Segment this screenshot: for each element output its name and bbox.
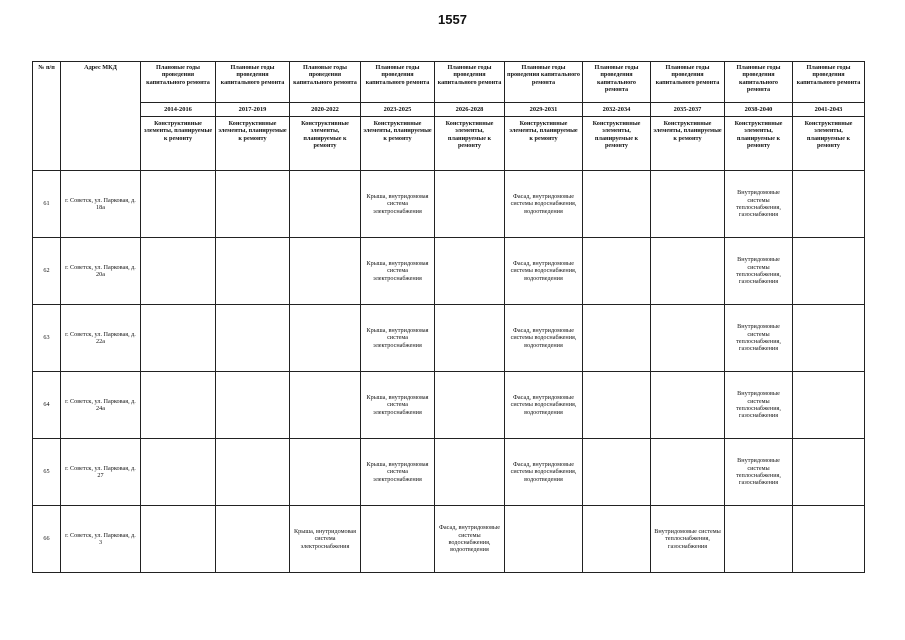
period-elements-header: Конструктивные элементы, планируемые к ремонту <box>361 117 435 171</box>
period-elements-header: Конструктивные элементы, планируемые к ремонту <box>651 117 725 171</box>
repair-elements-cell: Крыша, внутридомовая система электроснабжения <box>361 439 435 506</box>
building-address: г. Советск, ул. Парковая, д. 22а <box>61 305 141 372</box>
table-row <box>33 439 865 506</box>
period-years-header: 2029-2031 <box>505 103 583 117</box>
repair-elements-cell <box>793 372 865 439</box>
period-years-header: 2014-2016 <box>141 103 216 117</box>
row-number: 63 <box>33 305 61 372</box>
repair-elements-cell <box>793 305 865 372</box>
period-years-header: 2038-2040 <box>725 103 793 117</box>
repair-elements-cell <box>651 439 725 506</box>
repair-elements-cell: Фасад, внутридомовые системы водоснабжения, водоотведения <box>505 439 583 506</box>
period-title-header: Плановые годы проведения капитального ремонта <box>583 62 651 103</box>
repair-elements-cell <box>651 372 725 439</box>
period-title-header: Плановые годы проведения капитального ремонта <box>505 62 583 103</box>
period-elements-header: Конструктивные элементы, планируемые к ремонту <box>141 117 216 171</box>
period-title-header: Плановые годы проведения капитального ремонта <box>651 62 725 103</box>
repair-elements-cell <box>651 171 725 238</box>
building-address: г. Советск, ул. Парковая, д. 18а <box>61 171 141 238</box>
building-address: г. Советск, ул. Парковая, д. 24а <box>61 372 141 439</box>
repair-elements-cell <box>651 305 725 372</box>
repair-elements-cell <box>793 506 865 573</box>
repair-elements-cell <box>290 372 361 439</box>
table-row <box>33 305 865 372</box>
repair-elements-cell: Внутридомовые системы теплоснабжения, газоснабжения <box>725 372 793 439</box>
repair-elements-cell: Внутридомовые системы теплоснабжения, газоснабжения <box>725 238 793 305</box>
repair-elements-cell <box>141 506 216 573</box>
repair-elements-cell <box>793 439 865 506</box>
period-title-header: Плановые годы проведения капитального ремонта <box>216 62 290 103</box>
repair-elements-cell <box>435 439 505 506</box>
repair-elements-cell: Фасад, внутридомовые системы водоснабжения, водоотведения <box>435 506 505 573</box>
repair-elements-cell <box>216 305 290 372</box>
repair-elements-cell: Крыша, внутридомовая система электроснабжения <box>361 171 435 238</box>
period-title-header: Плановые годы проведения капитального ремонта <box>141 62 216 103</box>
period-title-header: Плановые годы проведения капитального ремонта <box>290 62 361 103</box>
repair-elements-cell <box>793 171 865 238</box>
repair-elements-cell: Внутридомовые системы теплоснабжения, газоснабжения <box>725 171 793 238</box>
period-years-header: 2026-2028 <box>435 103 505 117</box>
table-row <box>33 506 865 573</box>
period-elements-header: Конструктивные элементы, планируемые к ремонту <box>435 117 505 171</box>
period-title-header: Плановые годы проведения капитального ремонта <box>435 62 505 103</box>
table-row <box>33 171 865 238</box>
period-years-header: 2035-2037 <box>651 103 725 117</box>
table-row <box>33 238 865 305</box>
row-number: 62 <box>33 238 61 305</box>
column-header-address: Адрес МКД <box>61 62 141 171</box>
capital-repair-plan-table <box>32 61 865 573</box>
repair-elements-cell <box>216 238 290 305</box>
repair-elements-cell <box>290 171 361 238</box>
row-number: 64 <box>33 372 61 439</box>
building-address: г. Советск, ул. Парковая, д. 27 <box>61 439 141 506</box>
repair-elements-cell <box>141 305 216 372</box>
repair-elements-cell: Крыша, внутридомовая система электроснабжения <box>290 506 361 573</box>
repair-elements-cell <box>290 238 361 305</box>
repair-elements-cell <box>216 372 290 439</box>
repair-elements-cell <box>583 305 651 372</box>
repair-elements-cell: Фасад, внутридомовые системы водоснабжения, водоотведения <box>505 305 583 372</box>
repair-elements-cell <box>651 238 725 305</box>
period-elements-header: Конструктивные элементы, планируемые к ремонту <box>725 117 793 171</box>
repair-elements-cell <box>583 171 651 238</box>
repair-elements-cell <box>216 506 290 573</box>
period-title-header: Плановые годы проведения капитального ремонта <box>361 62 435 103</box>
period-elements-header: Конструктивные элементы, планируемые к ремонту <box>505 117 583 171</box>
period-years-header: 2020-2022 <box>290 103 361 117</box>
repair-elements-cell: Крыша, внутридомовая система электроснабжения <box>361 372 435 439</box>
repair-elements-cell <box>141 372 216 439</box>
repair-elements-cell <box>141 171 216 238</box>
period-years-header: 2023-2025 <box>361 103 435 117</box>
repair-elements-cell: Фасад, внутридомовые системы водоснабжения, водоотведения <box>505 372 583 439</box>
repair-elements-cell <box>583 439 651 506</box>
period-years-header: 2032-2034 <box>583 103 651 117</box>
repair-elements-cell <box>435 171 505 238</box>
period-elements-header: Конструктивные элементы, планируемые к ремонту <box>793 117 865 171</box>
repair-elements-cell <box>290 439 361 506</box>
repair-elements-cell <box>505 506 583 573</box>
repair-elements-cell <box>216 439 290 506</box>
repair-elements-cell: Крыша, внутридомовая система электроснабжения <box>361 238 435 305</box>
repair-elements-cell <box>216 171 290 238</box>
repair-elements-cell <box>141 439 216 506</box>
repair-elements-cell <box>435 372 505 439</box>
period-title-header: Плановые годы проведения капитального ремонта <box>725 62 793 103</box>
repair-elements-cell: Внутридомовые системы теплоснабжения, газоснабжения <box>651 506 725 573</box>
repair-elements-cell: Внутридомовые системы теплоснабжения, газоснабжения <box>725 305 793 372</box>
column-header-number: № п/п <box>33 62 61 171</box>
repair-elements-cell <box>793 238 865 305</box>
row-number: 66 <box>33 506 61 573</box>
repair-elements-cell <box>583 506 651 573</box>
period-elements-header: Конструктивные элементы, планируемые к ремонту <box>290 117 361 171</box>
repair-elements-cell <box>361 506 435 573</box>
building-address: г. Советск, ул. Парковая, д. 3 <box>61 506 141 573</box>
repair-elements-cell <box>435 238 505 305</box>
period-elements-header: Конструктивные элементы, планируемые к ремонту <box>583 117 651 171</box>
repair-elements-cell <box>141 238 216 305</box>
repair-elements-cell <box>290 305 361 372</box>
repair-elements-cell: Крыша, внутридомовая система электроснабжения <box>361 305 435 372</box>
building-address: г. Советск, ул. Парковая, д. 20а <box>61 238 141 305</box>
repair-elements-cell <box>435 305 505 372</box>
repair-elements-cell: Внутридомовые системы теплоснабжения, газоснабжения <box>725 439 793 506</box>
row-number: 65 <box>33 439 61 506</box>
page-number: 1557 <box>438 12 467 27</box>
repair-elements-cell: Фасад, внутридомовые системы водоснабжения, водоотведения <box>505 238 583 305</box>
row-number: 61 <box>33 171 61 238</box>
repair-elements-cell <box>583 372 651 439</box>
period-years-header: 2041-2043 <box>793 103 865 117</box>
period-years-header: 2017-2019 <box>216 103 290 117</box>
period-elements-header: Конструктивные элементы, планируемые к ремонту <box>216 117 290 171</box>
table-row <box>33 372 865 439</box>
repair-elements-cell <box>725 506 793 573</box>
repair-elements-cell <box>583 238 651 305</box>
period-title-header: Плановые годы проведения капитального ремонта <box>793 62 865 103</box>
repair-elements-cell: Фасад, внутридомовые системы водоснабжения, водоотведения <box>505 171 583 238</box>
